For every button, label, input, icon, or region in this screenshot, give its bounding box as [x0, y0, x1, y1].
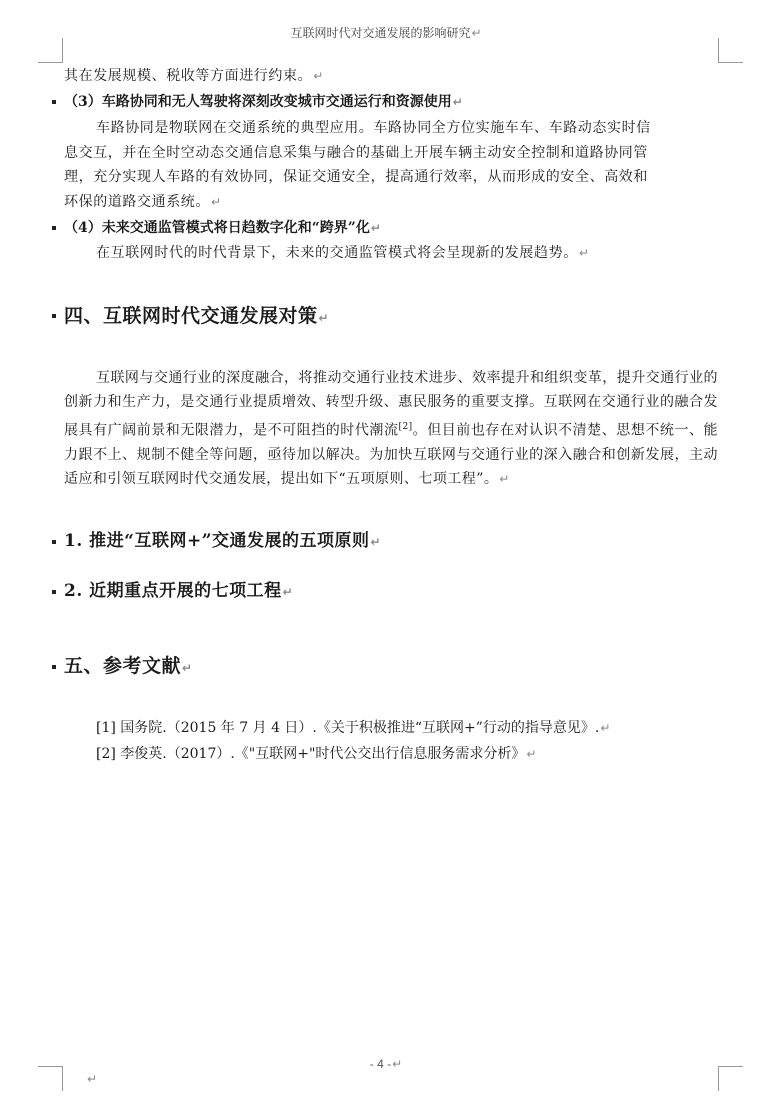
- subsection-1-heading: 1. 推进“互联网+”交通发展的五项原则↵: [64, 531, 382, 551]
- return-mark: ↵: [600, 721, 611, 735]
- section-4-line: 在互联网时代的时代背景下，未来的交通监管模式将会呈现新的发展趋势。↵: [96, 245, 590, 261]
- section-3-line-1: 车路协同是物联网在交通系统的典型应用。车路协同全方位实施车车、车路动态实时信: [96, 120, 651, 136]
- section-3-line-4: 环保的道路交通系统。↵: [64, 194, 222, 210]
- header-title: 互联网时代对交通发展的影响研究: [290, 26, 471, 40]
- continuation-line: 其在发展规模、税收等方面进行约束。↵: [64, 68, 324, 84]
- chapter-5-heading: 五、参考文献↵: [64, 655, 193, 677]
- crop-mark-top-left: [38, 38, 63, 63]
- return-mark: ↵: [87, 1072, 98, 1086]
- return-mark: ↵: [471, 26, 482, 40]
- section-3-line-2: 息交互，并在全时空动态交通信息采集与融合的基础上开展车辆主动安全控制和道路协同管: [64, 145, 648, 161]
- crop-mark-bottom-right: [718, 1066, 743, 1091]
- bullet-marker: [52, 665, 56, 669]
- chapter-4-paragraph: 互联网与交通行业的深度融合，将推动交通行业技术进步、效率提升和组织变革，提升交通行业的创新力和生产力，是交通行业提质增效、转型升级、惠民服务的重要支撑。互联网在交通行业的融合发展具有广阔前景和无限潜力，是不可阻挡的时代潮流[2]。但目前也存在对认识不清楚、思想不统一、能力跟不上、规制不健全等问题，亟待加以解决。为加快互联网与交通行业的深入融合和创新发展，主动适应和引领互联网时代交通发展，提出如下“五项原则、七项工程”。↵: [64, 370, 718, 488]
- page-number: - 4 -↵: [369, 1057, 403, 1071]
- return-mark: ↵: [370, 221, 381, 235]
- bullet-marker: [52, 590, 56, 594]
- subsection-2-heading: 2. 近期重点开展的七项工程↵: [64, 581, 294, 601]
- return-mark: ↵: [282, 585, 294, 599]
- return-mark: ↵: [526, 747, 537, 761]
- return-mark: ↵: [318, 311, 330, 325]
- return-mark: ↵: [499, 472, 510, 487]
- return-mark: ↵: [211, 195, 222, 209]
- return-mark: ↵: [313, 69, 324, 83]
- return-mark: ↵: [452, 95, 463, 109]
- bullet-marker: [52, 100, 56, 104]
- bullet-marker: [52, 314, 56, 318]
- section-4-heading: （4）未来交通监管模式将日趋数字化和“跨界”化↵: [64, 220, 381, 236]
- reference-item: [1] 国务院.（2015 年 7 月 4 日）.《关于积极推进“互联网+”行动的指导意见》.↵: [96, 720, 611, 736]
- citation-ref: [2]: [398, 421, 413, 432]
- crop-mark-bottom-left: [38, 1066, 63, 1091]
- return-mark: ↵: [182, 661, 193, 675]
- return-mark: ↵: [392, 1057, 403, 1071]
- return-mark: ↵: [370, 535, 382, 549]
- section-3-heading: （3）车路协同和无人驾驶将深刻改变城市交通运行和资源使用↵: [64, 94, 463, 110]
- section-3-line-3: 理，充分实现人车路的有效协同，保证交通安全，提高通行效率，从而形成的安全、高效和: [64, 169, 648, 185]
- reference-item: [2] 李俊英.（2017）.《"互联网+"时代公交出行信息服务需求分析》↵: [96, 746, 537, 762]
- crop-mark-top-right: [718, 38, 743, 63]
- return-mark: ↵: [578, 246, 590, 260]
- bullet-marker: [52, 226, 56, 230]
- running-header: [0, 24, 772, 41]
- chapter-4-heading: 四、互联网时代交通发展对策↵: [64, 305, 330, 327]
- bullet-marker: [52, 540, 56, 544]
